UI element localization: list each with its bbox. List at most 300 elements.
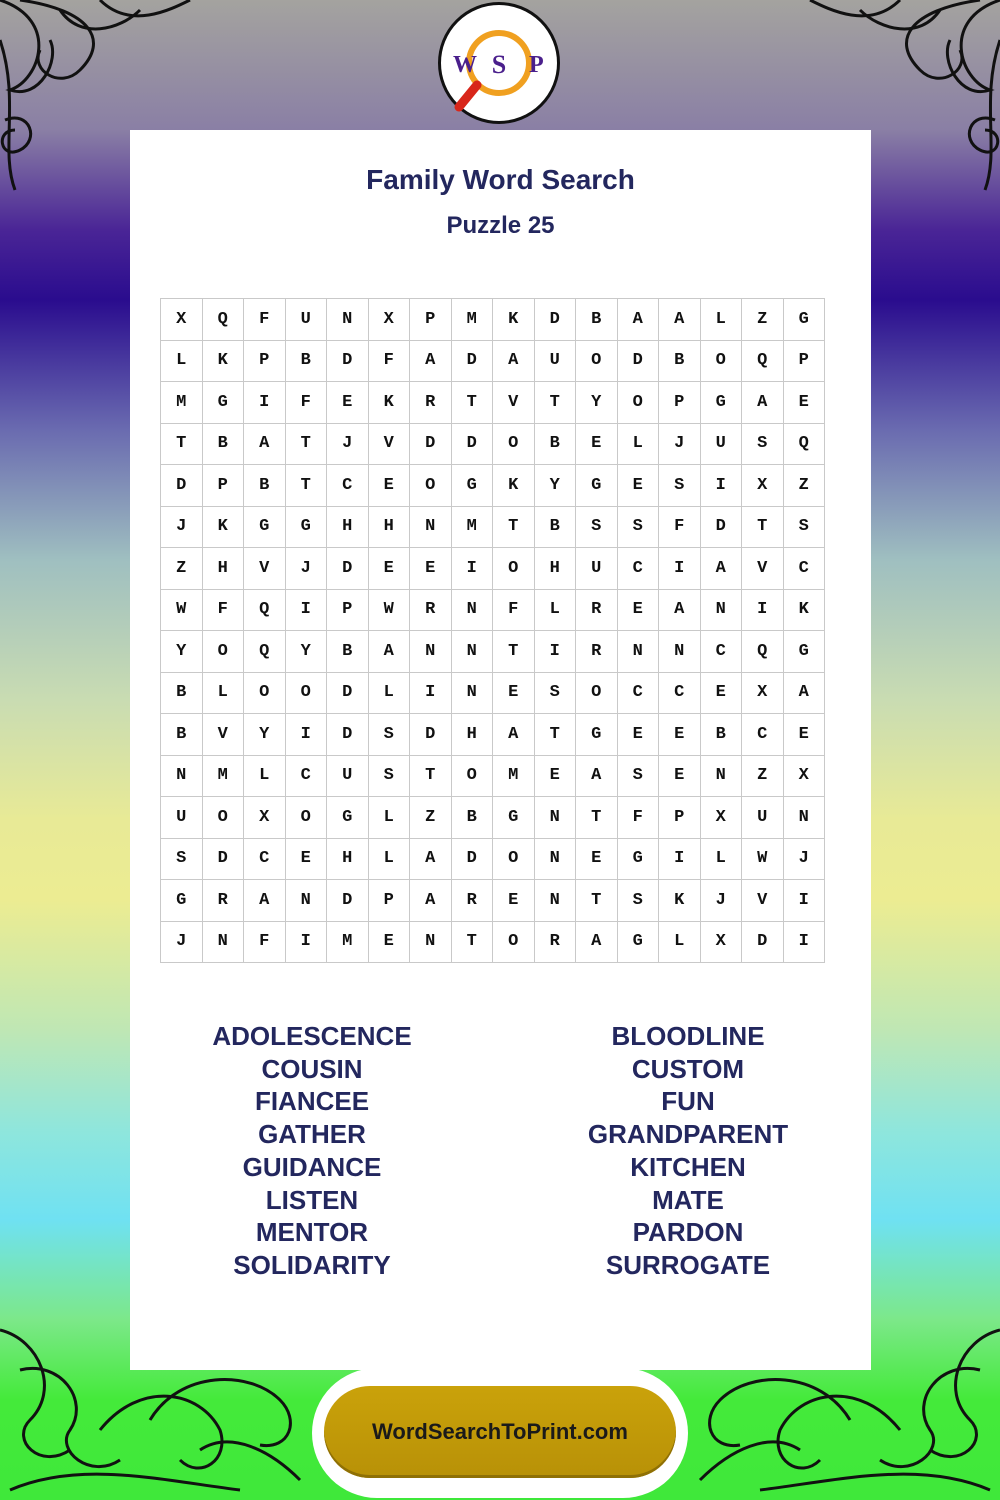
grid-cell[interactable]: N [659,631,701,673]
grid-cell[interactable]: T [534,382,576,424]
grid-cell[interactable]: G [576,465,618,507]
grid-cell[interactable]: L [700,299,742,341]
grid-cell[interactable]: L [161,340,203,382]
grid-cell[interactable]: W [368,589,410,631]
grid-cell[interactable]: I [783,921,825,963]
grid-cell[interactable]: E [368,465,410,507]
grid-cell[interactable]: A [493,714,535,756]
grid-cell[interactable]: H [451,714,493,756]
grid-cell[interactable]: G [576,714,618,756]
grid-cell[interactable]: F [659,506,701,548]
grid-cell[interactable]: L [659,921,701,963]
letter-grid [160,298,825,963]
grid-cell[interactable]: U [161,797,203,839]
grid-cell[interactable]: N [700,589,742,631]
grid-cell[interactable]: K [493,299,535,341]
grid-cell[interactable]: N [285,880,327,922]
grid-cell[interactable]: L [202,672,244,714]
grid-cell[interactable]: C [783,548,825,590]
grid-cell[interactable]: G [783,299,825,341]
grid-cell[interactable]: C [659,672,701,714]
grid-cell[interactable]: D [327,548,369,590]
grid-cell[interactable]: S [617,755,659,797]
grid-cell[interactable]: X [700,797,742,839]
grid-cell[interactable]: T [451,382,493,424]
grid-cell[interactable]: G [700,382,742,424]
grid-cell[interactable]: E [368,548,410,590]
grid-cell[interactable]: W [161,589,203,631]
word-item: SURROGATE [605,1249,771,1280]
grid-cell[interactable]: L [534,589,576,631]
grid-cell[interactable]: I [742,589,784,631]
grid-cell[interactable]: D [327,714,369,756]
grid-cell[interactable]: U [327,755,369,797]
grid-cell[interactable]: T [285,465,327,507]
grid-cell[interactable]: N [534,838,576,880]
grid-cell[interactable]: O [700,340,742,382]
grid-cell[interactable]: B [659,340,701,382]
grid-cell[interactable]: O [493,838,535,880]
grid-cell[interactable]: R [451,880,493,922]
grid-row [161,299,825,341]
grid-cell[interactable]: Z [783,465,825,507]
grid-cell[interactable]: E [617,589,659,631]
word-item: LISTEN [265,1184,359,1215]
grid-cell[interactable]: H [327,838,369,880]
grid-cell[interactable]: O [493,423,535,465]
grid-cell[interactable]: V [202,714,244,756]
grid-cell[interactable]: B [576,299,618,341]
grid-cell[interactable]: K [783,589,825,631]
logo-letter-p: P [529,52,544,78]
word-item: PARDON [632,1217,744,1248]
grid-cell[interactable]: O [410,465,452,507]
grid-cell[interactable]: L [368,838,410,880]
grid-cell[interactable]: I [244,382,286,424]
word-item: FIANCEE [254,1086,370,1117]
grid-cell[interactable]: E [659,755,701,797]
grid-cell[interactable]: S [617,880,659,922]
grid-cell[interactable]: N [451,672,493,714]
grid-cell[interactable]: X [368,299,410,341]
grid-cell[interactable]: G [783,631,825,673]
grid-cell[interactable]: A [410,838,452,880]
grid-cell[interactable]: T [161,423,203,465]
grid-cell[interactable]: D [451,423,493,465]
grid-cell[interactable]: Z [161,548,203,590]
grid-cell[interactable]: A [742,382,784,424]
grid-cell[interactable]: E [617,714,659,756]
grid-cell[interactable]: A [576,921,618,963]
grid-cell[interactable]: G [285,506,327,548]
grid-cell[interactable]: D [534,299,576,341]
grid-cell[interactable]: U [534,340,576,382]
grid-cell[interactable]: D [327,340,369,382]
grid-cell[interactable]: D [202,838,244,880]
grid-cell[interactable]: B [161,672,203,714]
grid-cell[interactable]: U [285,299,327,341]
grid-cell[interactable]: S [161,838,203,880]
grid-cell[interactable]: E [576,423,618,465]
grid-cell[interactable]: X [742,672,784,714]
grid-cell[interactable]: S [742,423,784,465]
grid-cell[interactable]: N [451,589,493,631]
grid-cell[interactable]: V [368,423,410,465]
word-item: GRANDPARENT [587,1119,789,1150]
grid-cell[interactable]: E [617,465,659,507]
grid-cell[interactable]: I [285,714,327,756]
grid-cell[interactable]: A [244,880,286,922]
grid-cell[interactable]: O [451,755,493,797]
grid-cell[interactable]: V [742,880,784,922]
grid-cell[interactable]: O [202,797,244,839]
grid-cell[interactable]: J [161,921,203,963]
grid-cell[interactable]: R [534,921,576,963]
grid-cell[interactable]: Q [742,631,784,673]
grid-cell[interactable]: N [700,755,742,797]
grid-cell[interactable]: D [410,714,452,756]
grid-cell[interactable]: X [783,755,825,797]
grid-cell[interactable]: E [493,880,535,922]
grid-cell[interactable]: O [617,382,659,424]
grid-cell[interactable]: L [700,838,742,880]
grid-cell[interactable]: E [327,382,369,424]
grid-cell[interactable]: O [244,672,286,714]
grid-cell[interactable]: N [327,299,369,341]
grid-cell[interactable]: I [534,631,576,673]
grid-row [161,548,825,590]
grid-cell[interactable]: A [493,340,535,382]
grid-cell[interactable]: D [410,423,452,465]
grid-cell[interactable]: H [202,548,244,590]
grid-cell[interactable]: N [783,797,825,839]
word-item: GATHER [258,1119,366,1150]
grid-cell[interactable]: H [327,506,369,548]
grid-cell[interactable]: G [493,797,535,839]
grid-cell[interactable]: G [617,838,659,880]
grid-cell[interactable]: A [368,631,410,673]
grid-cell[interactable]: N [410,506,452,548]
grid-cell[interactable]: K [202,506,244,548]
grid-cell[interactable]: T [534,714,576,756]
grid-cell[interactable]: C [244,838,286,880]
grid-cell[interactable]: T [742,506,784,548]
grid-row [161,423,825,465]
grid-cell[interactable]: T [576,797,618,839]
grid-cell[interactable]: K [202,340,244,382]
grid-cell[interactable]: J [285,548,327,590]
grid-cell[interactable]: S [534,672,576,714]
grid-cell[interactable]: E [700,672,742,714]
logo-letter-w: W [453,52,477,78]
grid-cell[interactable]: O [576,340,618,382]
grid-cell[interactable]: E [659,714,701,756]
grid-cell[interactable]: K [493,465,535,507]
grid-cell[interactable]: J [659,423,701,465]
grid-cell[interactable]: M [451,506,493,548]
grid-cell[interactable]: S [617,506,659,548]
grid-cell[interactable]: P [244,340,286,382]
grid-cell[interactable]: F [617,797,659,839]
grid-cell[interactable]: F [244,921,286,963]
grid-cell[interactable]: A [700,548,742,590]
grid-row [161,672,825,714]
grid-cell[interactable]: H [368,506,410,548]
grid-cell[interactable]: L [617,423,659,465]
grid-cell[interactable]: I [700,465,742,507]
grid-cell[interactable]: C [617,672,659,714]
grid-cell[interactable]: S [659,465,701,507]
grid-cell[interactable]: I [659,548,701,590]
puzzle-number: Puzzle 25 [446,212,555,239]
grid-cell[interactable]: G [451,465,493,507]
grid-cell[interactable]: F [244,299,286,341]
grid-cell[interactable]: C [285,755,327,797]
word-item: MENTOR [255,1217,369,1248]
grid-cell[interactable]: G [161,880,203,922]
word-item: CUSTOM [631,1053,745,1084]
grid-cell[interactable]: E [368,921,410,963]
grid-cell[interactable]: Q [244,631,286,673]
grid-cell[interactable]: P [659,382,701,424]
grid-row [161,921,825,963]
wsp-logo [438,2,560,124]
grid-cell[interactable]: W [742,838,784,880]
grid-cell[interactable]: G [617,921,659,963]
grid-cell[interactable]: J [327,423,369,465]
grid-cell[interactable]: B [534,506,576,548]
grid-cell[interactable]: R [576,589,618,631]
grid-cell[interactable]: Z [742,299,784,341]
grid-cell[interactable]: Y [285,631,327,673]
word-item: MATE [652,1184,724,1215]
grid-cell[interactable]: D [617,340,659,382]
grid-cell[interactable]: B [285,340,327,382]
grid-cell[interactable]: D [327,672,369,714]
grid-cell[interactable]: R [410,589,452,631]
grid-cell[interactable]: E [576,838,618,880]
grid-cell[interactable]: G [327,797,369,839]
grid-cell[interactable]: M [451,299,493,341]
grid-cell[interactable]: J [700,880,742,922]
grid-cell[interactable]: A [659,589,701,631]
grid-cell[interactable]: O [285,672,327,714]
grid-cell[interactable]: O [202,631,244,673]
grid-cell[interactable]: Z [742,755,784,797]
grid-cell[interactable]: O [285,797,327,839]
grid-cell[interactable]: I [410,672,452,714]
grid-cell[interactable]: I [285,589,327,631]
logo-letter-s: S [491,50,507,79]
grid-cell[interactable]: O [493,548,535,590]
grid-cell[interactable]: T [493,506,535,548]
grid-cell[interactable]: Q [244,589,286,631]
grid-cell[interactable]: B [327,631,369,673]
website-label: WordSearchToPrint.com [372,1419,628,1444]
grid-row [161,714,825,756]
grid-cell[interactable]: N [202,921,244,963]
grid-cell[interactable]: F [285,382,327,424]
grid-cell[interactable]: N [161,755,203,797]
grid-cell[interactable]: R [202,880,244,922]
grid-cell[interactable]: X [742,465,784,507]
grid-cell[interactable]: S [576,506,618,548]
grid-cell[interactable]: V [742,548,784,590]
grid-cell[interactable]: Q [202,299,244,341]
word-item: GUIDANCE [242,1151,382,1182]
grid-cell[interactable]: X [700,921,742,963]
grid-cell[interactable]: C [700,631,742,673]
grid-cell[interactable]: D [451,838,493,880]
grid-cell[interactable]: D [742,921,784,963]
word-item: KITCHEN [630,1151,746,1182]
grid-row [161,589,825,631]
grid-cell[interactable]: S [783,506,825,548]
word-item: ADOLESCENCE [212,1021,412,1051]
grid-cell[interactable]: R [410,382,452,424]
grid-cell[interactable]: D [161,465,203,507]
grid-cell[interactable]: F [368,340,410,382]
grid-cell[interactable]: R [576,631,618,673]
grid-cell[interactable]: G [202,382,244,424]
grid-row [161,880,825,922]
word-item: BLOODLINE [611,1021,765,1051]
grid-cell[interactable]: F [202,589,244,631]
grid-row [161,382,825,424]
word-item: FUN [661,1086,715,1117]
grid-cell[interactable]: E [285,838,327,880]
grid-cell[interactable]: P [327,589,369,631]
grid-cell[interactable]: B [244,465,286,507]
grid-cell[interactable]: Z [410,797,452,839]
grid-cell[interactable]: P [410,299,452,341]
word-list-right [523,1020,853,1282]
grid-cell[interactable]: D [700,506,742,548]
grid-cell[interactable]: N [534,797,576,839]
grid-cell[interactable]: B [451,797,493,839]
word-list-left [147,1020,477,1282]
grid-cell[interactable]: V [493,382,535,424]
grid-cell[interactable]: A [410,340,452,382]
grid-cell[interactable]: U [742,797,784,839]
grid-cell[interactable]: O [493,921,535,963]
word-item: SOLIDARITY [233,1249,391,1280]
grid-cell[interactable]: B [700,714,742,756]
word-item: COUSIN [261,1053,363,1084]
grid-cell[interactable]: X [244,797,286,839]
grid-cell[interactable]: E [783,382,825,424]
grid-cell[interactable]: B [202,423,244,465]
grid-cell[interactable]: O [576,672,618,714]
grid-cell[interactable]: N [410,921,452,963]
grid-cell[interactable]: M [493,755,535,797]
website-button[interactable] [324,1386,676,1478]
grid-cell[interactable]: M [327,921,369,963]
grid-cell[interactable]: A [410,880,452,922]
grid-row [161,506,825,548]
grid-cell[interactable]: P [368,880,410,922]
grid-cell[interactable]: I [783,880,825,922]
grid-cell[interactable]: N [534,880,576,922]
grid-cell[interactable]: N [451,631,493,673]
grid-cell[interactable]: A [659,299,701,341]
page-title: Family Word Search [366,164,635,195]
grid-cell[interactable]: C [327,465,369,507]
grid-cell[interactable]: E [783,714,825,756]
grid-cell[interactable]: Q [783,423,825,465]
grid-row [161,465,825,507]
grid-cell[interactable]: E [493,672,535,714]
grid-cell[interactable]: N [617,631,659,673]
grid-cell[interactable]: Y [534,465,576,507]
grid-cell[interactable]: P [202,465,244,507]
grid-row [161,797,825,839]
grid-cell[interactable]: P [783,340,825,382]
grid-cell[interactable]: Y [161,631,203,673]
grid-cell[interactable]: G [244,506,286,548]
grid-cell[interactable]: C [617,548,659,590]
grid-row [161,631,825,673]
grid-cell[interactable]: Y [576,382,618,424]
grid-cell[interactable]: K [659,880,701,922]
grid-cell[interactable]: E [410,548,452,590]
grid-cell[interactable]: M [161,382,203,424]
grid-cell[interactable]: X [161,299,203,341]
grid-cell[interactable]: F [493,589,535,631]
grid-cell[interactable]: I [659,838,701,880]
grid-cell[interactable]: S [368,755,410,797]
grid-cell[interactable]: P [659,797,701,839]
grid-cell[interactable]: L [368,672,410,714]
grid-cell[interactable]: V [244,548,286,590]
grid-cell[interactable]: A [244,423,286,465]
grid-cell[interactable]: T [285,423,327,465]
grid-row [161,838,825,880]
grid-cell[interactable]: E [534,755,576,797]
puzzle-card [130,130,871,1370]
grid-cell[interactable]: D [327,880,369,922]
grid-cell[interactable]: I [451,548,493,590]
grid-cell[interactable]: M [202,755,244,797]
grid-cell[interactable]: H [534,548,576,590]
grid-cell[interactable]: K [368,382,410,424]
grid-cell[interactable]: A [783,672,825,714]
grid-cell[interactable]: D [451,340,493,382]
grid-cell[interactable]: T [493,631,535,673]
grid-cell[interactable]: J [783,838,825,880]
grid-cell[interactable]: U [700,423,742,465]
grid-cell[interactable]: T [576,880,618,922]
grid-row [161,340,825,382]
grid-cell[interactable]: I [285,921,327,963]
grid-cell[interactable]: A [576,755,618,797]
grid-cell[interactable]: J [161,506,203,548]
grid-cell[interactable]: N [410,631,452,673]
grid-cell[interactable]: A [617,299,659,341]
grid-cell[interactable]: B [161,714,203,756]
grid-cell[interactable]: B [534,423,576,465]
grid-cell[interactable]: Q [742,340,784,382]
grid-row [161,755,825,797]
grid-cell[interactable]: T [410,755,452,797]
grid-cell[interactable]: Y [244,714,286,756]
grid-cell[interactable]: U [576,548,618,590]
grid-cell[interactable]: C [742,714,784,756]
grid-cell[interactable]: S [368,714,410,756]
grid-cell[interactable]: T [451,921,493,963]
grid-cell[interactable]: L [368,797,410,839]
grid-cell[interactable]: L [244,755,286,797]
